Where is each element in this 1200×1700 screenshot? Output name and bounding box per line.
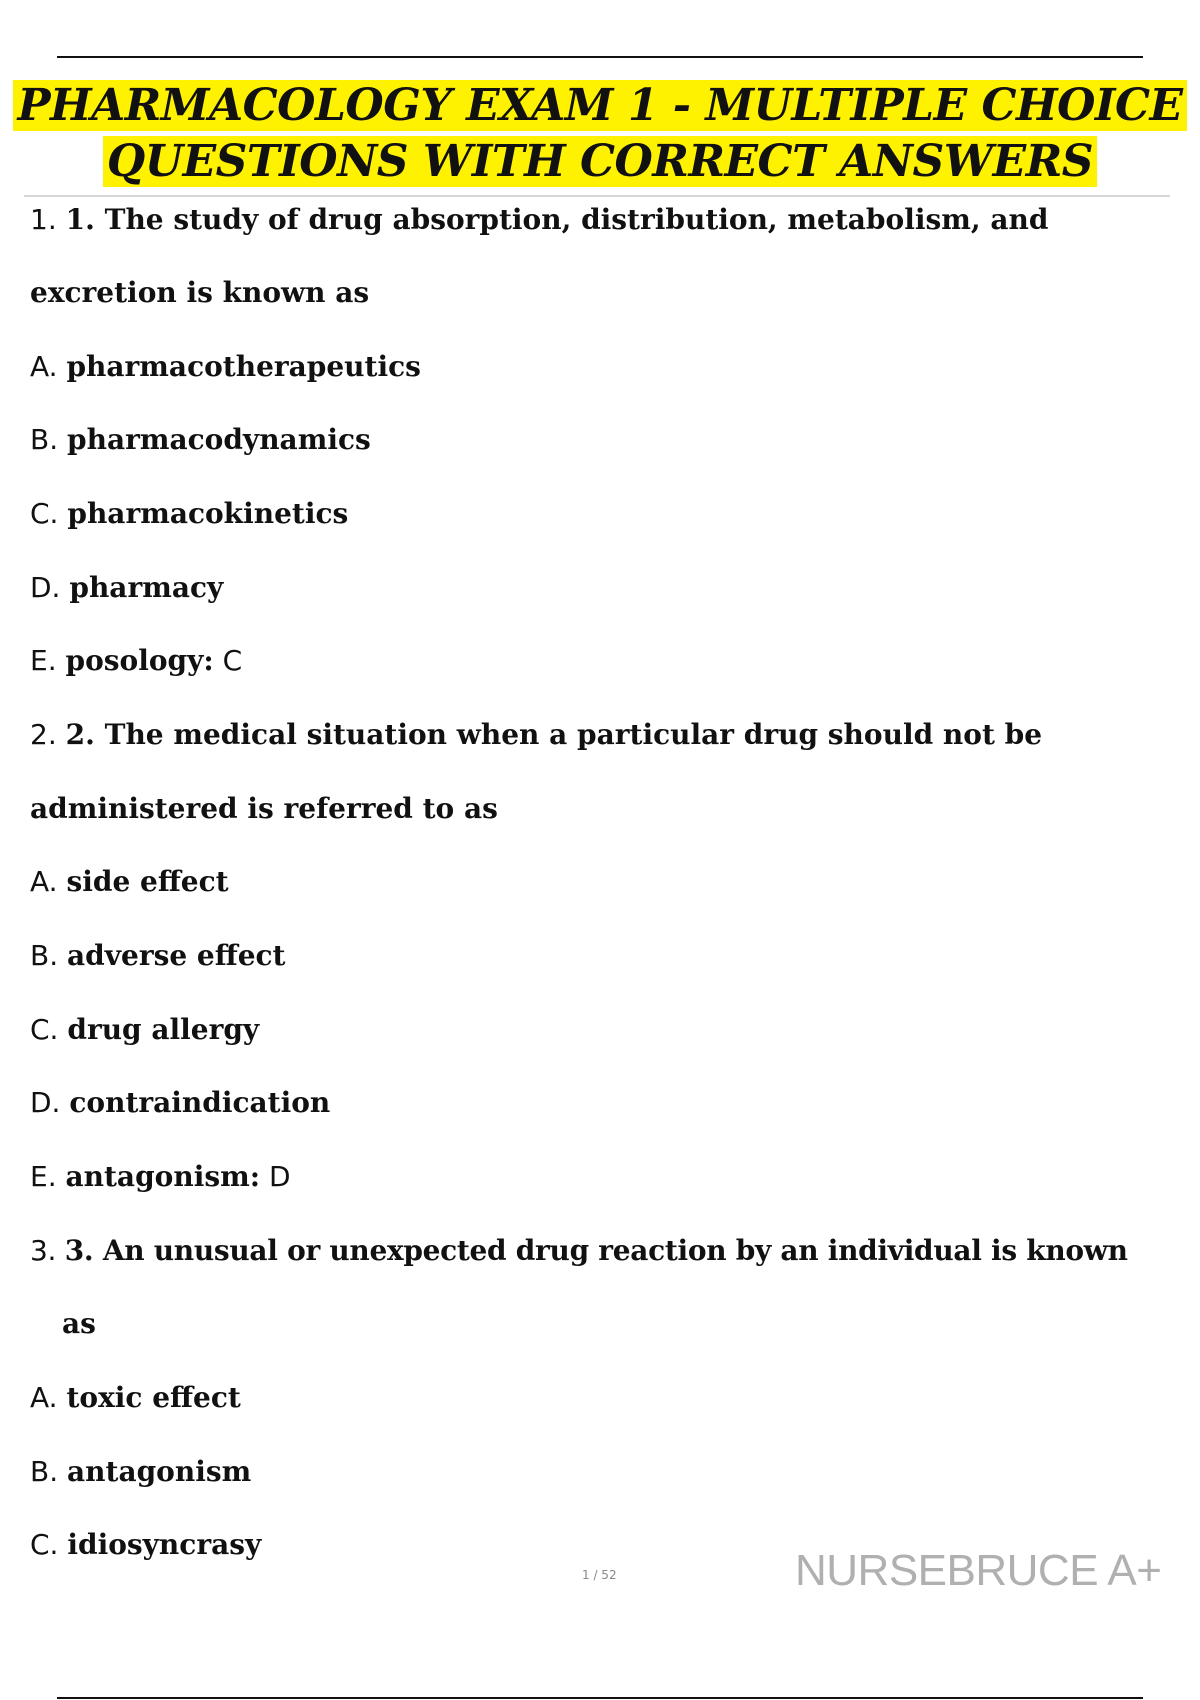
question-3-option-c (30, 1527, 261, 1563)
question-1-stem-continued (30, 275, 369, 311)
question-1-option-b (30, 422, 371, 458)
option-text: antagonism (67, 1455, 252, 1488)
question-2-stem (30, 717, 1042, 753)
option-text: posology: (65, 644, 214, 677)
option-letter: D. (30, 571, 61, 604)
option-text: toxic effect (66, 1381, 241, 1414)
option-letter: E. (30, 1160, 57, 1193)
question-2-option-e (30, 1159, 291, 1195)
question-1-option-c (30, 496, 348, 532)
option-letter: A. (30, 1381, 58, 1414)
question-1-option-a (30, 349, 421, 385)
option-letter: C. (30, 1013, 59, 1046)
top-rule (57, 56, 1143, 58)
option-letter: B. (30, 1455, 59, 1488)
option-text: side effect (66, 865, 229, 898)
option-text: antagonism: (65, 1160, 261, 1193)
question-2-option-d (30, 1085, 330, 1121)
question-text: 3. An unusual or unexpected drug reaction by an individual is known (64, 1234, 1128, 1267)
title-line-1: PHARMACOLOGY EXAM 1 - MULTIPLE CHOICE (13, 80, 1186, 131)
question-3-option-a (30, 1380, 241, 1416)
question-text: administered is referred to as (30, 792, 498, 825)
option-text: drug allergy (67, 1013, 260, 1046)
question-2-option-c (30, 1012, 259, 1048)
option-letter: C. (30, 1528, 59, 1561)
option-letter: C. (30, 497, 59, 530)
watermark: NURSEBRUCE A+ (795, 1546, 1162, 1595)
question-1-option-d (30, 570, 223, 606)
option-letter: E. (30, 644, 57, 677)
option-text: idiosyncrasy (67, 1528, 262, 1561)
option-letter: A. (30, 865, 58, 898)
question-1-option-e (30, 643, 242, 679)
title-divider (24, 195, 1170, 197)
option-text: pharmacotherapeutics (66, 350, 421, 383)
page-indicator: 1 / 52 (582, 1568, 617, 1582)
question-text: as (62, 1307, 96, 1340)
document-title (0, 78, 1200, 190)
question-1-stem (30, 202, 1048, 238)
option-letter: D. (30, 1086, 61, 1119)
option-text: adverse effect (67, 939, 286, 972)
question-text: 2. The medical situation when a particular drug should not be (65, 718, 1043, 751)
question-text: excretion is known as (30, 276, 370, 309)
option-letter: B. (30, 939, 59, 972)
option-letter: B. (30, 423, 59, 456)
question-number: 1. (30, 203, 57, 236)
question-2-stem-continued (30, 791, 498, 827)
question-2-option-b (30, 938, 286, 974)
option-letter: A. (30, 350, 58, 383)
option-text: pharmacokinetics (67, 497, 349, 530)
question-2-option-a (30, 864, 229, 900)
option-text: pharmacy (69, 571, 224, 604)
question-number: 3. (30, 1234, 57, 1267)
option-text: pharmacodynamics (67, 423, 371, 456)
question-3-stem (30, 1233, 1128, 1269)
correct-answer: D (268, 1160, 291, 1193)
bottom-rule (57, 1697, 1143, 1699)
title-line-2: QUESTIONS WITH CORRECT ANSWERS (103, 136, 1097, 187)
question-3-stem-continued (62, 1306, 96, 1342)
correct-answer: C (222, 644, 243, 677)
question-text: 1. The study of drug absorption, distribution, metabolism, and (65, 203, 1049, 236)
question-3-option-b (30, 1454, 251, 1490)
option-text: contraindication (69, 1086, 331, 1119)
question-number: 2. (30, 718, 57, 751)
